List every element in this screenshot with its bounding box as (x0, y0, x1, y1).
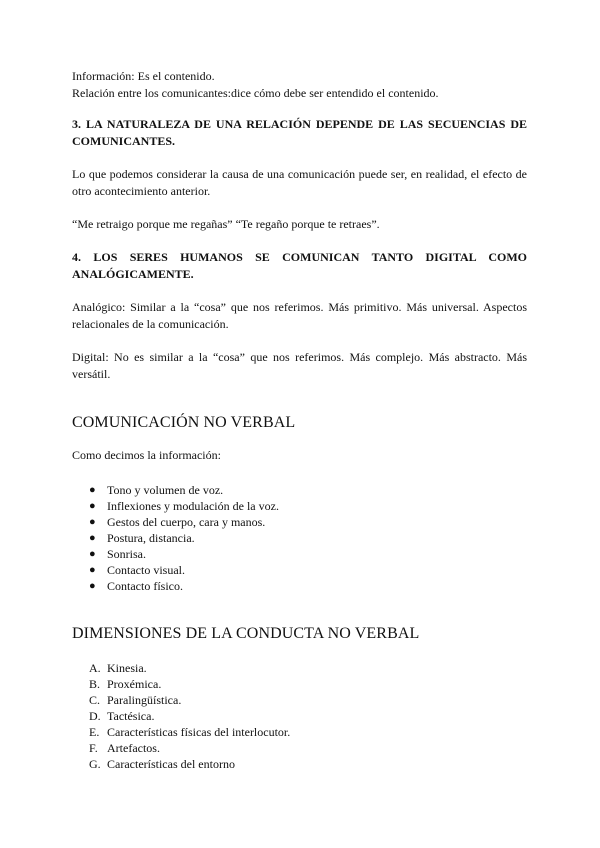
bullet-dot-icon: ● (89, 500, 96, 512)
list-item (72, 756, 527, 772)
list-item-text: Inflexiones y modulación de la voz. (107, 499, 279, 513)
section-4-paragraph-2: Digital: No es similar a la “cosa” que nos referimos. Más complejo. Más abstracto. Más versátil. (72, 350, 527, 381)
section-3-paragraph-1: Lo que podemos considerar la causa de una comunicación puede ser, en realidad, el efecto de otro acontecimiento anterior. (72, 167, 527, 198)
list-item-text: Proxémica. (107, 677, 162, 691)
document-page (72, 68, 527, 772)
list-item-text: Kinesia. (107, 661, 147, 675)
list-item (72, 692, 527, 708)
nonverbal-intro: Como decimos la información: (72, 448, 221, 462)
list-item (72, 514, 527, 530)
list-item (72, 546, 527, 562)
list-item (72, 724, 527, 740)
list-item-text: Paralingüística. (107, 693, 182, 707)
list-item-text: Contacto físico. (107, 579, 183, 593)
list-item-marker: E. (89, 725, 100, 739)
list-item-text: Artefactos. (107, 741, 160, 755)
list-item (72, 578, 527, 594)
bullet-dot-icon: ● (89, 580, 96, 592)
bullet-dot-icon: ● (89, 564, 96, 576)
list-item-marker: F. (89, 741, 98, 755)
list-item-text: Sonrisa. (107, 547, 146, 561)
list-item-text: Tactésica. (107, 709, 155, 723)
dimensions-heading: DIMENSIONES DE LA CONDUCTA NO VERBAL (72, 625, 420, 642)
list-item (72, 482, 527, 498)
dimensions-list (72, 660, 527, 772)
list-item-marker: C. (89, 693, 101, 707)
bullet-dot-icon: ● (89, 484, 96, 496)
list-item (72, 498, 527, 514)
intro-information-line: Información: Es el contenido. (72, 69, 215, 83)
list-item (72, 708, 527, 724)
section-4-paragraph-1: Analógico: Similar a la “cosa” que nos referimos. Más primitivo. Más universal. Aspectos relacionales de la comunicación. (72, 300, 527, 331)
list-item (72, 562, 527, 578)
section-3-paragraph-2: “Me retraigo porque me regañas” “Te regaño porque te retraes”. (72, 217, 380, 231)
section-4-heading: 4. LOS SERES HUMANOS SE COMUNICAN TANTO DIGITAL COMO ANALÓGICAMENTE. (72, 250, 527, 281)
list-item (72, 660, 527, 676)
bullet-dot-icon: ● (89, 516, 96, 528)
list-item-text: Características del entorno (107, 757, 235, 771)
intro-relation-line: Relación entre los comunicantes:dice cómo debe ser entendido el contenido. (72, 86, 439, 100)
bullet-dot-icon: ● (89, 532, 96, 544)
list-item-text: Contacto visual. (107, 563, 185, 577)
list-item (72, 530, 527, 546)
list-item-text: Características físicas del interlocutor. (107, 725, 291, 739)
nonverbal-communication-heading: COMUNICACIÓN NO VERBAL (72, 414, 296, 431)
list-item-text: Tono y volumen de voz. (107, 483, 224, 497)
nonverbal-list (72, 482, 527, 594)
list-item (72, 740, 527, 756)
section-3-heading: 3. LA NATURALEZA DE UNA RELACIÓN DEPENDE DE LAS SECUENCIAS DE COMUNICANTES. (72, 117, 527, 148)
list-item-marker: D. (89, 709, 101, 723)
list-item-marker: G. (89, 757, 101, 771)
list-item-text: Postura, distancia. (107, 531, 195, 545)
list-item (72, 676, 527, 692)
bullet-dot-icon: ● (89, 548, 96, 560)
list-item-marker: A. (89, 661, 101, 675)
list-item-marker: B. (89, 677, 101, 691)
list-item-text: Gestos del cuerpo, cara y manos. (107, 515, 266, 529)
